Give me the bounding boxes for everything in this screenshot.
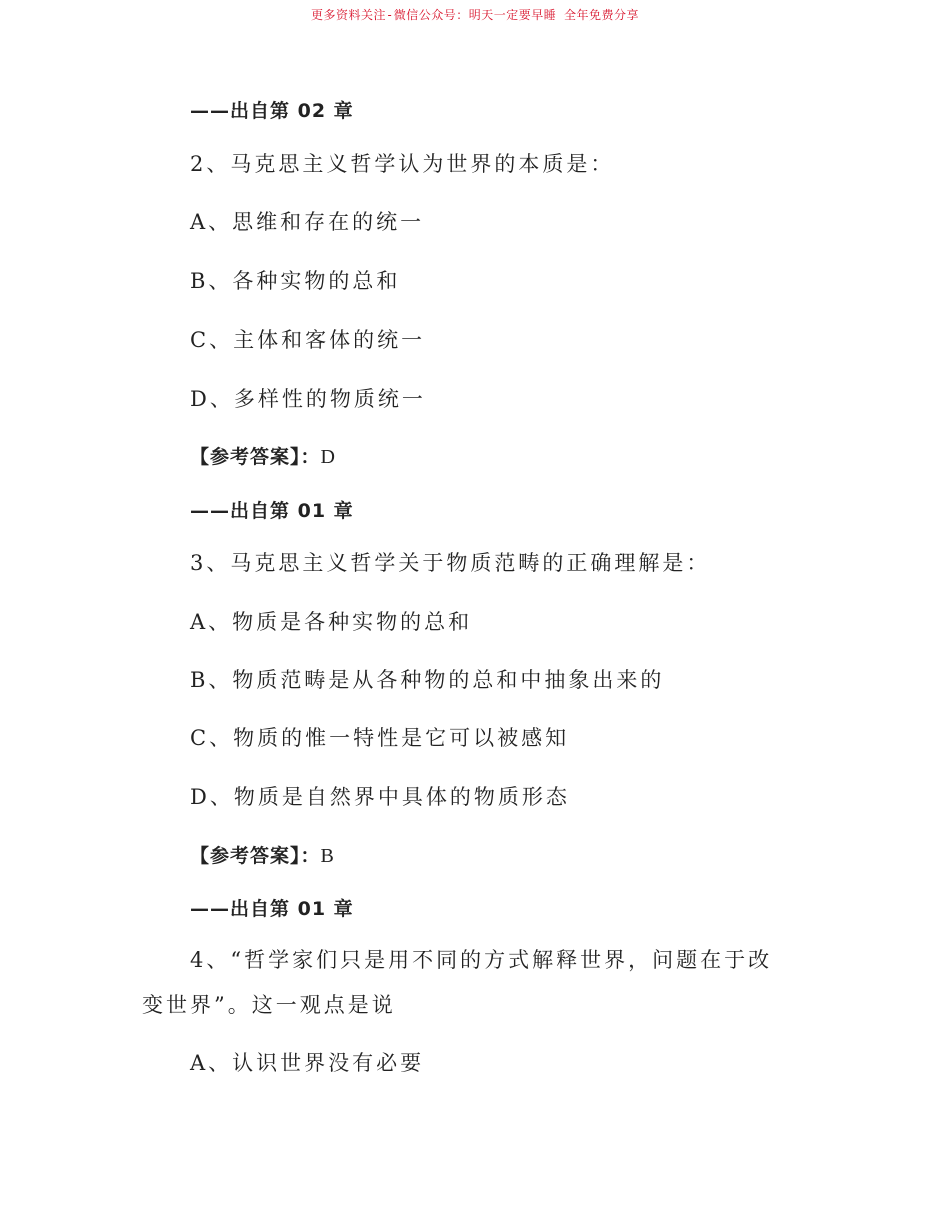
q3-option-d: D、物质是自然界中具体的物质形态 [190, 785, 570, 809]
question-2: 2、马克思主义哲学认为世界的本质是： [190, 152, 615, 176]
q3-option-b: B、物质范畴是从各种物的总和中抽象出来的 [190, 668, 665, 692]
q3-option-c: C、物质的惟一特性是它可以被感知 [190, 726, 570, 750]
q3-option-a: A、物质是各种实物的总和 [190, 610, 473, 634]
q2-answer [190, 442, 336, 469]
header-banner: 更多资料关注-微信公众号：明天一定要早睡 全年免费分享 [311, 8, 639, 22]
answer-label: 【参考答案】： [190, 446, 321, 468]
answer-label: 【参考答案】： [190, 845, 321, 867]
question-3: 3、马克思主义哲学关于物质范畴的正确理解是： [190, 551, 711, 575]
source-chapter-01: ——出自第 01 章 [190, 500, 354, 522]
question-4-continued: 变世界”。这一观点是说 [142, 993, 396, 1017]
q2-option-b: B、各种实物的总和 [190, 269, 401, 293]
source-chapter-02: ——出自第 02 章 [190, 100, 354, 122]
q2-option-d: D、多样性的物质统一 [190, 387, 426, 411]
source-chapter-01: ——出自第 01 章 [190, 898, 354, 920]
q2-option-c: C、主体和客体的统一 [190, 328, 426, 352]
answer-value: D [320, 446, 336, 468]
q2-option-a: A、思维和存在的统一 [190, 210, 425, 234]
q3-answer [190, 841, 335, 868]
q4-option-a: A、认识世界没有必要 [190, 1051, 425, 1075]
question-4: 4、“哲学家们只是用不同的方式解释世界，问题在于改 [190, 948, 773, 972]
answer-value: B [320, 845, 335, 867]
